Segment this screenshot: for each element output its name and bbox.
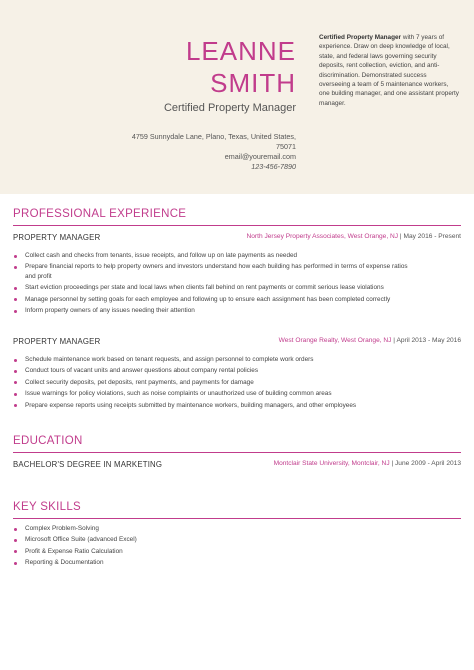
job-org: West Orange Realty, West Orange, NJ (278, 337, 392, 344)
job-bullets (13, 250, 461, 316)
job-bullets (13, 354, 461, 411)
experience-rule (13, 225, 461, 226)
job-meta (279, 337, 461, 344)
list-item: Schedule maintenance work based on tenant requests, and assign personnel to complete work orders (13, 354, 461, 365)
first-name: LEANNE (185, 36, 296, 66)
education-rule (13, 452, 461, 453)
job-row (13, 337, 461, 349)
summary-lead: Certified Property Manager (319, 34, 402, 41)
list-item: Conduct tours of vacant units and answer questions about company rental policies (13, 365, 461, 376)
job-title: Certified Property Manager (163, 102, 296, 114)
email: email@youremail.com (224, 152, 296, 161)
job-row (13, 233, 461, 245)
last-name: SMITH (210, 68, 296, 98)
list-item: Complex Problem-Solving (13, 523, 461, 534)
job-meta (246, 233, 461, 240)
skills-rule (13, 518, 461, 519)
education-org: Montclair State University, Montclair, NJ (273, 460, 390, 467)
list-item: Prepare financial reports to help property owners and investors understand how each building has performed in terms of expense ratios (13, 261, 461, 272)
education-heading: EDUCATION (13, 435, 83, 447)
job-org: North Jersey Property Associates, West Orange, NJ (246, 233, 399, 240)
job-dates: | April 2013 - May 2016 (391, 337, 461, 344)
degree: BACHELOR'S DEGREE IN MARKETING (13, 460, 163, 469)
list-item-continuation: and profit (25, 272, 52, 280)
job-dates: | May 2016 - Present (398, 233, 461, 240)
phone: 123-456-7890 (251, 162, 296, 171)
education-dates: | June 2009 - April 2013 (389, 460, 461, 467)
skills-heading: KEY SKILLS (13, 501, 81, 513)
skills-list (13, 523, 461, 569)
list-item: Inform property owners of any issues needing their attention (13, 305, 461, 316)
job-role: PROPERTY MANAGER (13, 233, 101, 242)
education-meta (274, 460, 461, 467)
list-item: Microsoft Office Suite (advanced Excel) (13, 534, 461, 545)
list-item: Prepare expense reports using receipts submitted by maintenance workers, building managers, and other employees (13, 400, 461, 411)
job-role: PROPERTY MANAGER (13, 337, 101, 346)
list-item: Reporting & Documentation (13, 557, 461, 568)
summary-text: with 7 years of experience. Draw on deep knowledge of local, state, and federal laws governing security deposits, rent collection, eviction, and anti-discrimination. Demonstrated success overseeing a team of 5 maintenance workers, one building manager, and one assistant property manager. (319, 34, 459, 107)
contact-block (46, 132, 296, 172)
address-line-1: 4759 Sunnydale Lane, Plano, Texas, United States, (131, 132, 296, 141)
address-line-2: 75071 (276, 142, 296, 151)
education-row (13, 460, 461, 472)
list-item: Issue warnings for policy violations, such as noise complaints or unauthorized use of building common areas (13, 388, 461, 399)
summary (319, 33, 459, 108)
list-item: Collect security deposits, pet deposits, rent payments, and payments for damage (13, 377, 461, 388)
list-item: Manage personnel by setting goals for each employee and following up to ensure each assignment has been completed correctly (13, 294, 461, 305)
experience-heading: PROFESSIONAL EXPERIENCE (13, 208, 187, 220)
list-item: Profit & Expense Ratio Calculation (13, 546, 461, 557)
list-item: Collect cash and checks from tenants, issue receipts, and follow up on late payments as needed (13, 250, 461, 261)
list-item: Start eviction proceedings per state and local laws when clients fall behind on rent payments or commit serious lease violations (13, 282, 461, 293)
